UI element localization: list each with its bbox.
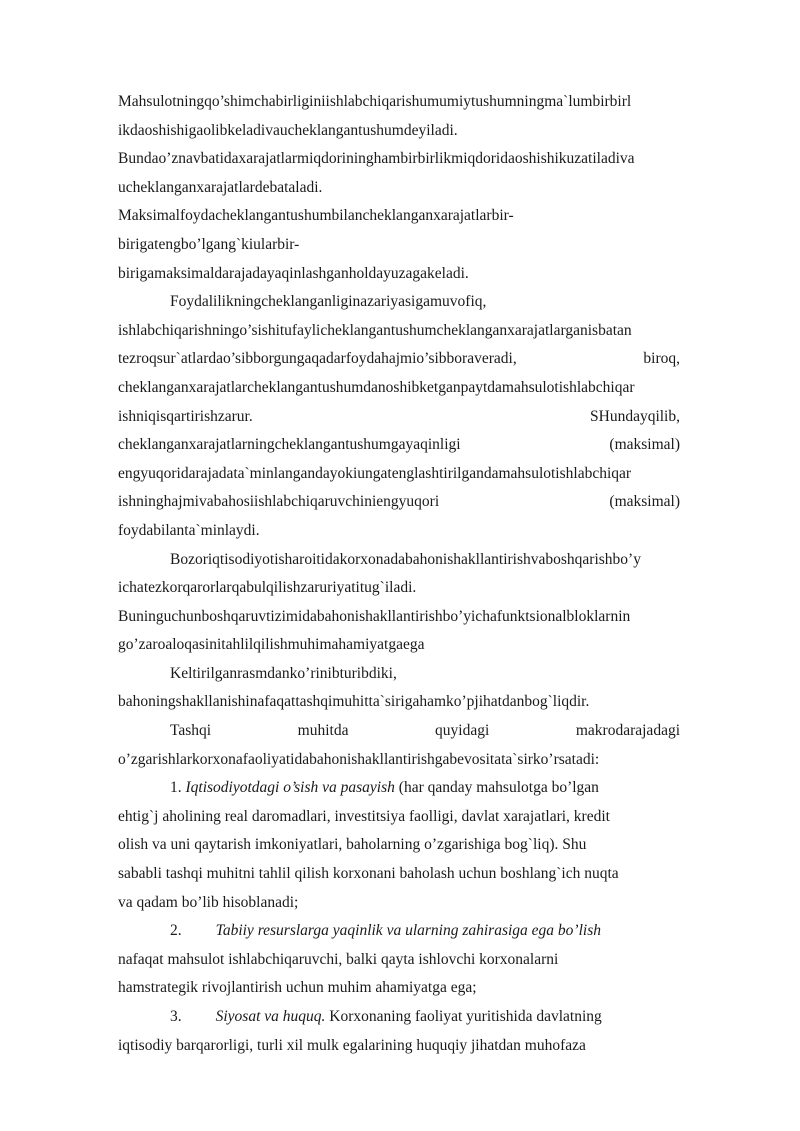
- text-line: hamstrategik rivojlantirish uchun muhim ahamiyatga ega;: [118, 979, 477, 997]
- text-line: ucheklanganxarajatlardebataladi.: [118, 178, 323, 196]
- text-line: Foydalilikningcheklanganliginazariyasigamuvofiq,: [170, 293, 487, 311]
- text-line: Maksimalfoydacheklangantushumbilancheklanganxarajatlarbir-: [118, 207, 514, 225]
- text-line: olish va uni qaytarish imkoniyatlari, baholarning o’zgarishiga bog`liq). Shu: [118, 836, 587, 854]
- list-item-title: Siyosat va huquq.: [215, 1008, 326, 1025]
- text-span: tezroqsur`atlardao’sibborgungaqadarfoydahajmio’sibboraveradi,: [118, 350, 517, 368]
- text-line: Buninguchunboshqaruvtizimidabahonishakllantirishbo’yichafunktsionalbloklarnin: [118, 607, 631, 625]
- text-line: Keltirilganrasmdanko’rinibturibdiki,: [170, 664, 397, 682]
- text-line: [118, 345, 680, 374]
- list-item-title: Iqtisodiyotdagi o’sish va pasayish: [185, 779, 395, 797]
- document-page: [118, 88, 680, 1060]
- text-line: bahoningshakllanishinafaqattashqimuhitta`sirigahamko’pjihatdanbog`liqdir.: [118, 693, 590, 711]
- list-item-1: [118, 774, 680, 803]
- list-item-title: Tabiiy resurslarga yaqinlik va ularning zahirasiga ega bo’lish: [215, 922, 601, 940]
- text-span: cheklanganxarajatlarningcheklangantushumgayaqinligi: [118, 436, 461, 454]
- text-line: Bozoriqtisodiyotisharoitidakorxonadabahonishakllantirishvaboshqarishbo’y: [170, 550, 641, 568]
- text-line: va qadam bo’lib hisoblanadi;: [118, 893, 299, 911]
- text-line: Bundao’znavbatidaxarajatlarmiqdorininghambirbirlikmiqdoridaoshishikuzatiladiva: [118, 150, 635, 168]
- text-line: birigamaksimaldarajadayaqinlashganholdayuzagakeladi.: [118, 264, 469, 282]
- text-line: nafaqat mahsulot ishlabchiqaruvchi, balki qayta ishlovchi korxonalarni: [118, 950, 559, 968]
- text-line: engyuqoridarajadata`minlangandayokiungatenglashtirilgandamahsulotishlabchiqar: [118, 464, 632, 482]
- text-line: ishlabchiqarishningo’sishitufaylicheklangantushumcheklanganxarajatlarganisbatan: [118, 321, 632, 339]
- text-line: ikdaoshishigaolibkeladivaucheklangantushumdeyiladi.: [118, 121, 458, 139]
- text-line: [118, 717, 680, 746]
- list-number: 3.: [170, 1008, 182, 1025]
- list-number: 2.: [170, 922, 182, 940]
- text-span: (maksimal): [609, 436, 680, 454]
- text-span: makrodarajadagi: [575, 722, 680, 740]
- text-line: birigatengbo’lgang`kiularbir-: [118, 235, 300, 253]
- text-line: foydabilanta`minlaydi.: [118, 521, 260, 539]
- text-span: biroq,: [643, 350, 680, 368]
- list-number: 1.: [170, 779, 182, 797]
- text-span: (har qanday mahsulotga bo’lgan: [398, 779, 599, 797]
- text-line: sababli tashqi muhitni tahlil qilish korxonani baholash uchun boshlang`ich nuqta: [118, 865, 619, 883]
- text-span: (maksimal): [609, 493, 680, 511]
- text-line: go’zaroaloqasinitahlilqilishmuhimahamiyatgaega: [118, 636, 425, 654]
- text-line: Mahsulotningqo’shimchabirliginiishlabchiqarishumumiytushumningma`lumbirbirl: [118, 93, 632, 110]
- text-line: ichatezkorqarorlarqabulqilishzaruriyatitug`iladi.: [118, 579, 417, 597]
- text-line: iqtisodiy barqarorligi, turli xil mulk egalarining huquqiy jihatdan muhofaza: [118, 1036, 586, 1054]
- text-line: ehtig`j aholining real daromadlari, investitsiya faolligi, davlat xarajatlari, kredit: [118, 807, 610, 825]
- text-span: ishniqisqartirishzarur.: [118, 407, 253, 425]
- text-span: Tashqi: [170, 722, 212, 740]
- text-span: ishninghajmivabahosiishlabchiqaruvchiniengyuqori: [118, 493, 440, 511]
- text-line: [118, 488, 680, 517]
- text-line: [118, 431, 680, 460]
- list-item-2: [118, 917, 680, 946]
- list-item-3: [118, 1003, 680, 1032]
- text-span: muhitda: [297, 722, 349, 740]
- text-span: quyidagi: [435, 722, 490, 740]
- text-line: o’zgarishlarkorxonafaoliyatidabahonishakllantirishgabevositata`sirko’rsatadi:: [118, 750, 600, 768]
- text-line: cheklanganxarajatlarcheklangantushumdanoshibketganpaytdamahsulotishlabchiqar: [118, 378, 635, 396]
- text-span: SHundayqilib,: [590, 407, 680, 425]
- text-span: Korxonaning faoliyat yuritishida davlatning: [329, 1008, 602, 1025]
- text-line: [118, 403, 680, 432]
